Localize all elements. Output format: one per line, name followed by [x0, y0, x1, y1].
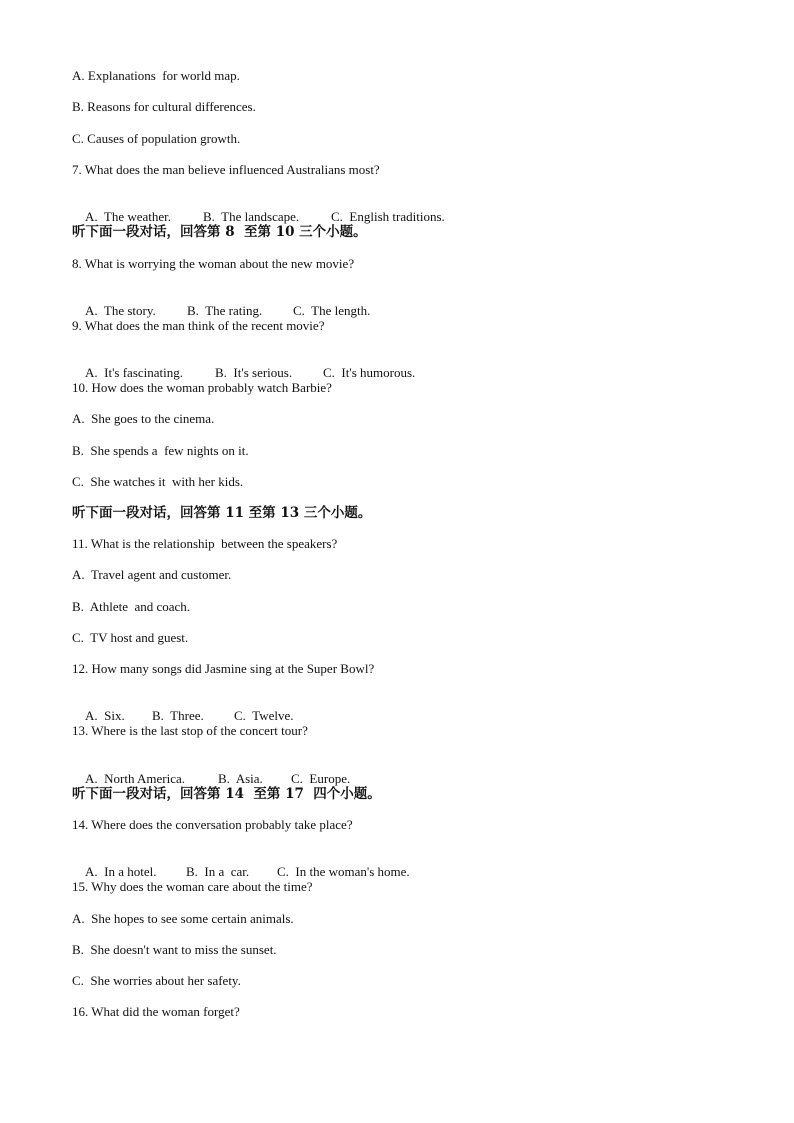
section-heading-8-10: 听下面一段对话，回答第 8 至第 10 三个小题。 [72, 224, 367, 240]
answer-option-line: A. She goes to the cinema. [72, 411, 215, 426]
question-7: 7. What does the man believe influenced Australians most? [72, 162, 380, 177]
answer-option-line: B. Athlete and coach. [72, 599, 191, 614]
option-a: A. The story. [85, 303, 156, 318]
option-b: B. The landscape. [203, 209, 300, 224]
question-12: 12. How many songs did Jasmine sing at the Super Bowl? [72, 661, 375, 676]
option-a: A. In a hotel. [85, 864, 157, 879]
option-c: C. Europe. [291, 771, 351, 786]
answer-option-line: B. Reasons for cultural differences. [72, 99, 256, 114]
option-a: A. It's fascinating. [85, 365, 184, 380]
section-heading-11-13: 听下面一段对话，回答第 11 至第 13 三个小题。 [72, 505, 372, 521]
answer-option-line: A. Explanations for world map. [72, 68, 240, 83]
answer-option-line: A. She hopes to see some certain animals. [72, 911, 294, 926]
question-10: 10. How does the woman probably watch Barbie? [72, 380, 332, 395]
answer-option-line: B. She doesn't want to miss the sunset. [72, 942, 277, 957]
answer-option-line: A. Travel agent and customer. [72, 567, 232, 582]
question-8: 8. What is worrying the woman about the new movie? [72, 256, 355, 271]
question-9: 9. What does the man think of the recent movie? [72, 318, 325, 333]
option-b: B. The rating. [187, 303, 263, 318]
option-b: B. Three. [152, 708, 204, 723]
question-15: 15. Why does the woman care about the time? [72, 879, 313, 894]
option-b: B. It's serious. [215, 365, 293, 380]
option-c: C. English traditions. [331, 209, 445, 224]
option-a: A. The weather. [85, 209, 172, 224]
option-a: A. Six. [85, 708, 125, 723]
answer-option-line: B. She spends a few nights on it. [72, 443, 249, 458]
question-14: 14. Where does the conversation probably take place? [72, 817, 353, 832]
option-c: C. The length. [293, 303, 371, 318]
answer-option-line: C. She worries about her safety. [72, 973, 241, 988]
question-13: 13. Where is the last stop of the concert tour? [72, 723, 308, 738]
option-a: A. North America. [85, 771, 186, 786]
question-11: 11. What is the relationship between the speakers? [72, 536, 338, 551]
option-b: B. Asia. [218, 771, 263, 786]
option-c: C. It's humorous. [323, 365, 416, 380]
answer-option-line: C. TV host and guest. [72, 630, 189, 645]
section-heading-14-17: 听下面一段对话，回答第 14 至第 17 四个小题。 [72, 786, 381, 802]
option-c: C. In the woman's home. [277, 864, 410, 879]
answer-option-line: C. Causes of population growth. [72, 131, 241, 146]
answer-option-line: C. She watches it with her kids. [72, 474, 244, 489]
option-b: B. In a car. [186, 864, 250, 879]
option-c: C. Twelve. [234, 708, 294, 723]
question-16: 16. What did the woman forget? [72, 1004, 240, 1019]
